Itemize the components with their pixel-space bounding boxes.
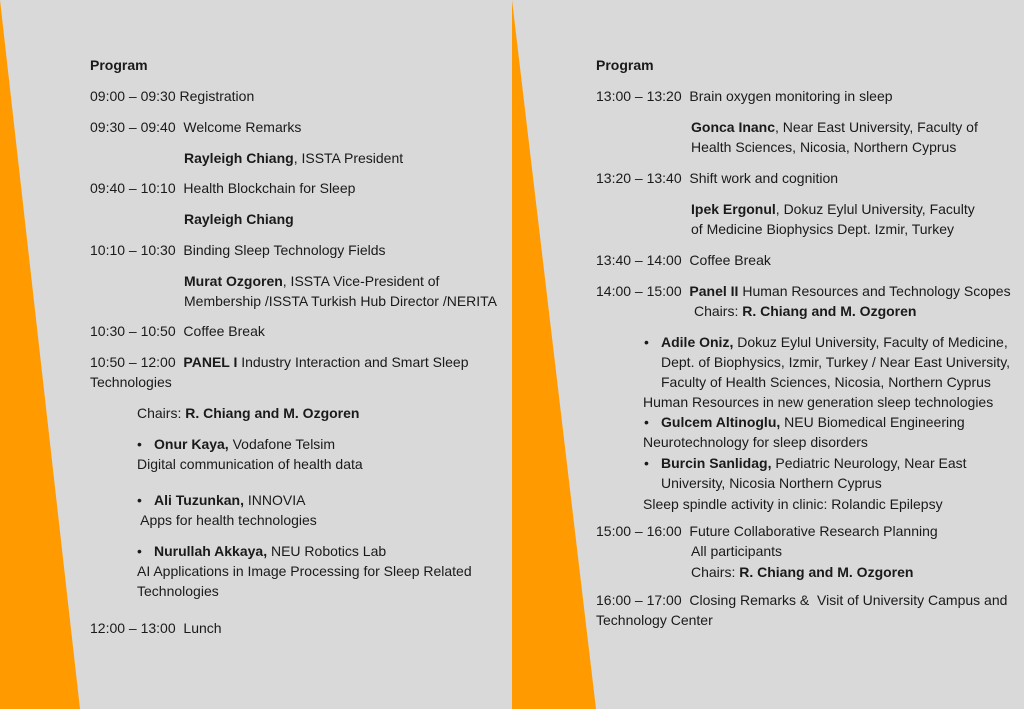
schedule-item [596, 168, 838, 188]
chairs-line [691, 562, 913, 582]
session-title: Health Blockchain for Sleep [183, 180, 356, 196]
speaker-name: Onur Kaya, [154, 436, 229, 452]
speaker-name: Gulcem Altinoglu, [661, 414, 781, 430]
program-heading: Program [596, 57, 654, 73]
schedule-item [90, 321, 265, 341]
session-title: Registration [179, 88, 255, 104]
time-slot: 10:50 – 12:00 [90, 354, 176, 370]
talk-topic: Digital communication of health data [137, 456, 363, 472]
session-title: Shift work and cognition [689, 170, 839, 186]
speaker-affiliation: Dept. of Biophysics, Izmir, Turkey / Near East University, [661, 354, 1011, 370]
session-title: Industry Interaction and Smart Sleep [237, 354, 469, 370]
speaker-affiliation: Dokuz Eylul University, Faculty of Medicine, [733, 334, 1008, 350]
talk-speaker [154, 490, 305, 510]
time-slot: 13:40 – 14:00 [596, 252, 682, 268]
panel-label: Panel II [689, 283, 739, 299]
speaker-affiliation: , Near East University, Faculty of [775, 119, 978, 135]
schedule-item [596, 281, 1011, 301]
speaker-name: Gonca Inanc [691, 119, 776, 135]
speaker-name: Rayleigh Chiang [184, 150, 294, 166]
participants-line: All participants [691, 543, 783, 559]
speaker-name: Nurullah Akkaya, [154, 543, 268, 559]
chairs-names: R. Chiang and M. Ozgoren [742, 303, 917, 319]
session-title: Human Resources and Technology Scopes [738, 283, 1011, 299]
chairs-label: Chairs: [694, 303, 743, 319]
session-title: Binding Sleep Technology Fields [183, 242, 386, 258]
chairs-names: R. Chiang and M. Ozgoren [185, 405, 360, 421]
talk-speaker [661, 453, 967, 473]
talk-topic: Apps for health technologies [137, 512, 317, 528]
speaker-name: Ali Tuzunkan, [154, 492, 244, 508]
speaker-name: Ipek Ergonul [691, 201, 776, 217]
time-slot: 14:00 – 15:00 [596, 283, 682, 299]
session-title: Technology Center [596, 612, 713, 628]
talk-speaker [154, 434, 335, 454]
speaker-org: NEU Robotics Lab [267, 543, 387, 559]
session-title: Coffee Break [183, 323, 265, 339]
speaker-affiliation: , ISSTA President [293, 150, 404, 166]
chairs-label: Chairs: [691, 564, 740, 580]
schedule-item [90, 178, 355, 198]
chairs-names: R. Chiang and M. Ozgoren [739, 564, 914, 580]
program-heading: Program [90, 57, 148, 73]
schedule-item [90, 86, 254, 106]
time-slot: 09:00 – 09:30 [90, 88, 176, 104]
talk-topic: Neurotechnology for sleep disorders [643, 434, 868, 450]
panel-label: PANEL I [183, 354, 238, 370]
talk-topic: Sleep spindle activity in clinic: Rolandic Epilepsy [643, 496, 943, 512]
speaker-name: Rayleigh Chiang [184, 211, 294, 227]
schedule-item [90, 117, 301, 137]
schedule-item [90, 352, 468, 372]
talk-topic: Human Resources in new generation sleep technologies [643, 394, 994, 410]
time-slot: 13:20 – 13:40 [596, 170, 682, 186]
session-title: Technologies [90, 374, 172, 390]
session-title: Future Collaborative Research Planning [689, 523, 938, 539]
time-slot: 10:30 – 10:50 [90, 323, 176, 339]
speaker-org: INNOVIA [243, 492, 306, 508]
talk-speaker [661, 332, 1008, 352]
time-slot: 12:00 – 13:00 [90, 620, 176, 636]
session-title: Welcome Remarks [183, 119, 302, 135]
talk-speaker [661, 412, 965, 432]
schedule-item [596, 590, 1007, 610]
schedule-item [596, 250, 771, 270]
speaker-affiliation: University, Nicosia Northern Cyprus [661, 475, 882, 491]
talk-topic: Technologies [137, 583, 219, 599]
speaker-affiliation: Faculty of Health Sciences, Nicosia, Northern Cyprus [661, 374, 991, 390]
speaker-affiliation: Pediatric Neurology, Near East [771, 455, 967, 471]
session-title: Brain oxygen monitoring in sleep [689, 88, 893, 104]
speaker-affiliation: Membership /ISSTA Turkish Hub Director /NERITA [184, 293, 498, 309]
session-title: Coffee Break [689, 252, 771, 268]
schedule-item [596, 521, 938, 541]
chairs-line [694, 301, 916, 321]
time-slot: 09:40 – 10:10 [90, 180, 176, 196]
time-slot: 13:00 – 13:20 [596, 88, 682, 104]
session-title: Closing Remarks & Visit of University Campus and [689, 592, 1008, 608]
speaker-org: NEU Biomedical Engineering [780, 414, 965, 430]
speaker-name: Burcin Sanlidag, [661, 455, 772, 471]
speaker-affiliation: , Dokuz Eylul University, Faculty [775, 201, 975, 217]
speaker-affiliation: of Medicine Biophysics Dept. Izmir, Turkey [691, 221, 954, 237]
schedule-item [90, 618, 222, 638]
speaker-affiliation: , ISSTA Vice-President of [282, 273, 440, 289]
time-slot: 09:30 – 09:40 [90, 119, 176, 135]
time-slot: 16:00 – 17:00 [596, 592, 682, 608]
time-slot: 15:00 – 16:00 [596, 523, 682, 539]
speaker-line [691, 199, 975, 219]
speaker-org: Vodafone Telsim [228, 436, 336, 452]
speaker-line [184, 148, 403, 168]
speaker-line [691, 117, 978, 137]
schedule-item [90, 240, 386, 260]
schedule-item [596, 86, 893, 106]
speaker-name: Adile Oniz, [661, 334, 734, 350]
speaker-line [184, 271, 439, 291]
right-page [512, 0, 1024, 709]
chairs-line [137, 403, 359, 423]
talk-speaker [154, 541, 386, 561]
time-slot: 10:10 – 10:30 [90, 242, 176, 258]
speaker-affiliation: Health Sciences, Nicosia, Northern Cyprus [691, 139, 957, 155]
talk-topic: AI Applications in Image Processing for Sleep Related [137, 563, 472, 579]
session-title: Lunch [183, 620, 222, 636]
speaker-name: Murat Ozgoren [184, 273, 283, 289]
chairs-label: Chairs: [137, 405, 186, 421]
